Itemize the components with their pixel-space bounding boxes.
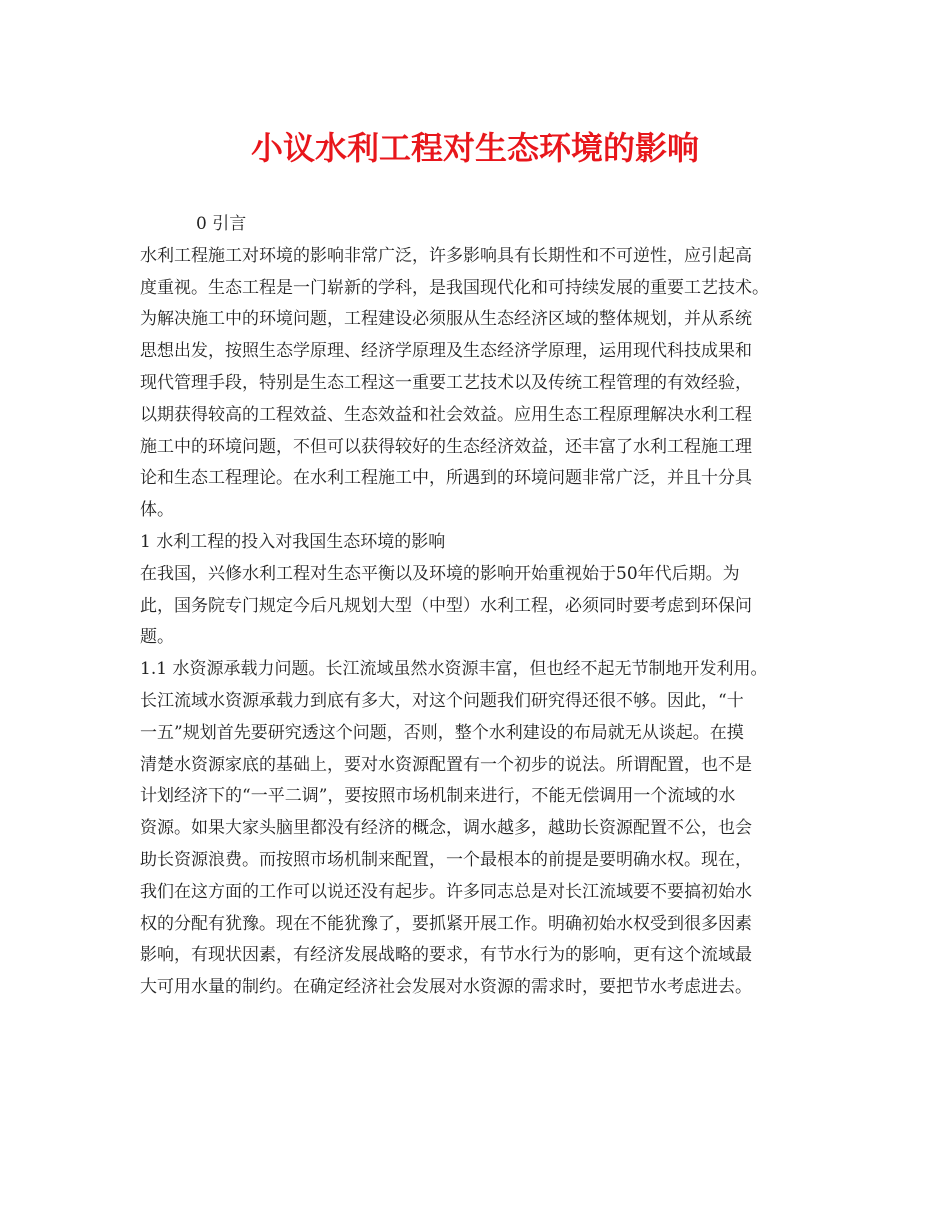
text-line: 思想出发，按照生态学原理、经济学原理及生态经济学原理，运用现代科技成果和 (140, 341, 752, 362)
section-heading-intro: 0 引言 (196, 214, 247, 234)
text-line: 此，国务院专门规定今后凡规划大型（中型）水利工程，必须同时要考虑到环保问 (140, 595, 752, 616)
text-line: 资源。如果大家头脑里都没有经济的概念，调水越多，越助长资源配置不公，也会 (140, 818, 752, 839)
text-line: 体。 (140, 500, 174, 521)
text-line: 长江流域水资源承载力到底有多大，对这个问题我们研究得还很不够。因此，“十 (140, 690, 744, 711)
text-line: 以期获得较高的工程效益、生态效益和社会效益。应用生态工程原理解决水利工程 (140, 404, 752, 425)
text-line: 度重视。生态工程是一门崭新的学科，是我国现代化和可持续发展的重要工艺技术。 (140, 277, 769, 298)
text-line: 大可用水量的制约。在确定经济社会发展对水资源的需求时，要把节水考虑进去。 (140, 977, 752, 998)
section-heading-1: 1 水利工程的投入对我国生态环境的影响 (140, 531, 446, 552)
text-line: 题。 (140, 627, 174, 648)
text-line: 助长资源浪费。而按照市场机制来配置，一个最根本的前提是要明确水权。现在， (140, 849, 752, 870)
text-line: 权的分配有犹豫。现在不能犹豫了，要抓紧开展工作。明确初始水权受到很多因素 (140, 913, 752, 934)
text-line: 我们在这方面的工作可以说还没有起步。许多同志总是对长江流域要不要搞初始水 (140, 881, 752, 902)
text-line: 施工中的环境问题，不但可以获得较好的生态经济效益，还丰富了水利工程施工理 (140, 436, 752, 457)
text-line: 为解决施工中的环境问题，工程建设必须服从生态经济区域的整体规划，并从系统 (140, 309, 752, 330)
text-line: 1.1 水资源承载力问题。长江流域虽然水资源丰富，但也经不起无节制地开发利用。 (140, 659, 768, 680)
text-line: 清楚水资源家底的基础上，要对水资源配置有一个初步的说法。所谓配置，也不是 (140, 754, 752, 775)
document-title: 小议水利工程对生态环境的影响 (250, 129, 699, 167)
text-line: 计划经济下的“一平二调”，要按照市场机制来进行，不能无偿调用一个流域的水 (140, 786, 736, 807)
text-line: 水利工程施工对环境的影响非常广泛，许多影响具有长期性和不可逆性，应引起高 (140, 245, 752, 266)
text-line: 现代管理手段，特别是生态工程这一重要工艺技术以及传统工程管理的有效经验， (140, 372, 752, 393)
text-line: 影响，有现状因素，有经济发展战略的要求，有节水行为的影响，更有这个流域最 (140, 945, 752, 966)
text-line: 一五”规划首先要研究透这个问题，否则，整个水利建设的布局就无从谈起。在摸 (140, 722, 744, 743)
text-line: 在我国，兴修水利工程对生态平衡以及环境的影响开始重视始于50年代后期。为 (140, 563, 740, 584)
text-line: 论和生态工程理论。在水利工程施工中，所遇到的环境问题非常广泛，并且十分具 (140, 468, 752, 489)
document-body (140, 209, 820, 1004)
